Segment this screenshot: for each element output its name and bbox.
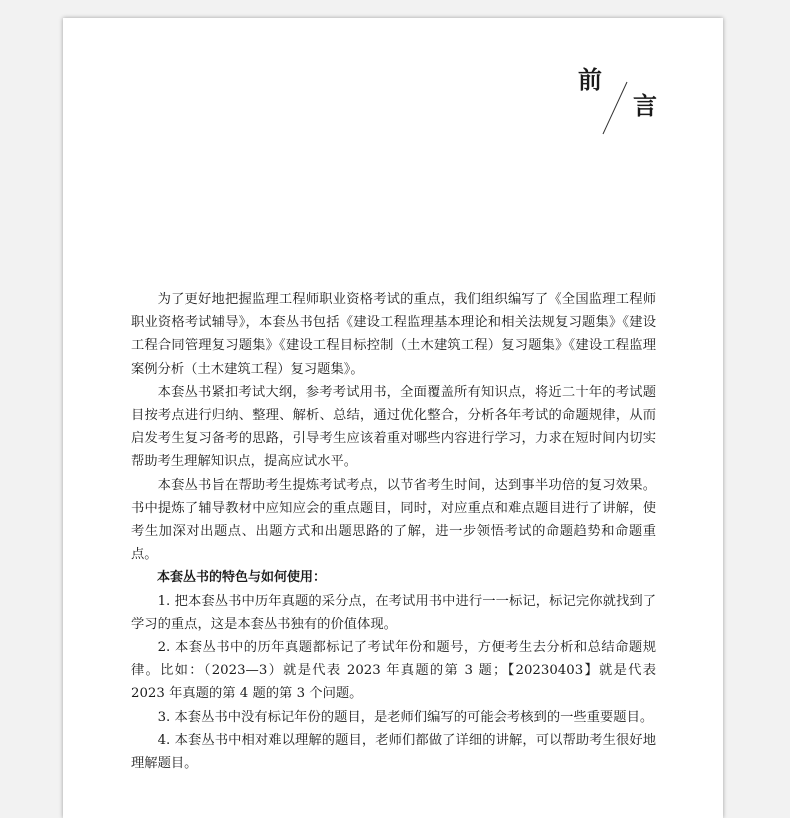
feature-item-2: 2. 本套丛书中的历年真题都标记了考试年份和题号，方便考生去分析和总结命题规律。比如：（2023—3）就是代表 2023 年真题的第 3 题；【20230403】就是代表 2023 年真题的第 4 题的第 3 个问题。 xyxy=(131,640,656,702)
features-heading: 本套丛书的特色与如何使用： xyxy=(157,570,327,586)
paragraph-purpose: 本套丛书旨在帮助考生提炼考试考点，以节省考生时间，达到事半功倍的复习效果。书中提炼了辅导教材中应知应会的重点题目，同时，对应重点和难点题目进行了讲解，使考生加深对出题点、出题方式和出题思路的了解，进一步领悟考试的命题趋势和命题重点。 xyxy=(131,477,656,563)
heading-char-2: 言 xyxy=(633,91,657,120)
paragraph-intro: 为了更好地把握监理工程师职业资格考试的重点，我们组织编写了《全国监理工程师职业资格考试辅导》，本套丛书包括《建设工程监理基本理论和相关法规复习题集》《建设工程合同管理复习题集》《建设工程目标控制（土木建筑工程）复习题集》《建设工程监理案例分析（土木建筑工程）复习题集》。 xyxy=(131,292,656,377)
preface-heading xyxy=(63,18,723,138)
paragraph-coverage: 本套丛书紧扣考试大纲，参考考试用书，全面覆盖所有知识点，将近二十年的考试题目按考点进行归纳、整理、解析、总结，通过优化整合，分析各年考试的命题规律，从而启发考生复习备考的思路，引导考生应该着重对哪些内容进行学习，力求在短时间内切实帮助考生理解知识点，提高应试水平。 xyxy=(131,384,656,470)
preface-body xyxy=(131,288,656,775)
heading-slash-divider xyxy=(599,80,631,136)
heading-char-1: 前 xyxy=(578,65,602,94)
feature-item-3: 3. 本套丛书中没有标记年份的题目，是老师们编写的可能会考核到的一些重要题目。 xyxy=(157,709,654,725)
document-page xyxy=(63,18,723,818)
feature-item-4: 4. 本套丛书中相对难以理解的题目，老师们都做了详细的讲解，可以帮助考生很好地理解题目。 xyxy=(131,732,656,772)
feature-item-1: 1. 把本套丛书中历年真题的采分点，在考试用书中进行一一标记，标记完你就找到了学习的重点，这是本套丛书独有的价值体现。 xyxy=(131,593,656,632)
